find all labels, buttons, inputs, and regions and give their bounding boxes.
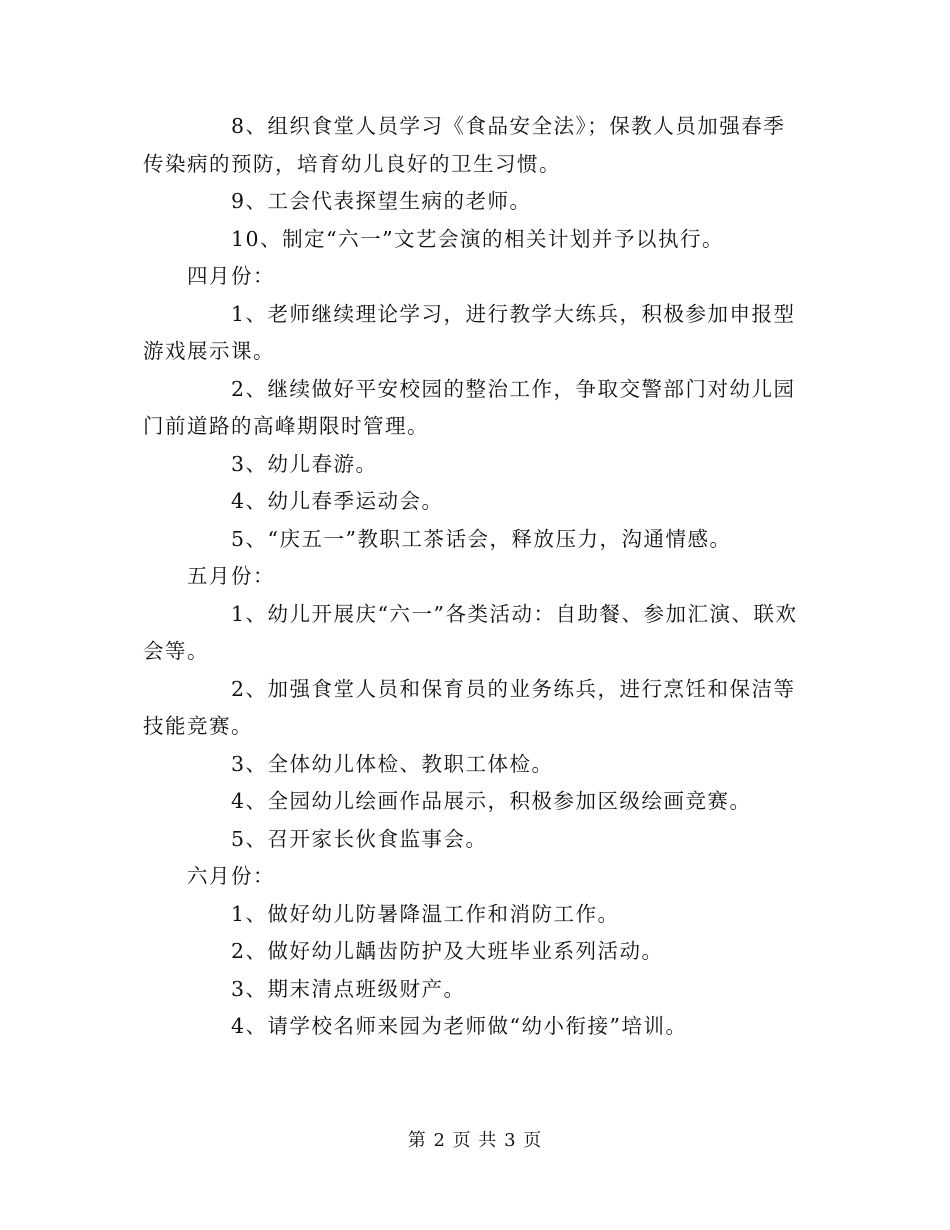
item-number: 9、 — [231, 189, 268, 213]
item-text: 全园幼儿绘画作品展示，积极参加区级绘画竞赛。 — [267, 789, 752, 813]
item-number: 1、 — [231, 301, 268, 326]
item-number: 4、 — [231, 789, 268, 813]
page-footer: 第 2 页 共 3 页 — [407, 1130, 543, 1151]
list-item — [143, 446, 803, 484]
item-text: 做好幼儿防暑降温工作和消防工作。 — [267, 901, 620, 926]
list-item — [143, 671, 803, 746]
item-text: 继续做好平安校园的整治工作，争取交警部门对幼儿园门前道路的高峰期限时管理。 — [143, 376, 796, 438]
list-item — [143, 596, 803, 671]
list-item — [143, 221, 803, 259]
section-heading-april: 四月份： — [187, 264, 275, 288]
list-item — [143, 746, 803, 784]
item-number: 1、 — [231, 601, 268, 626]
item-number: 8、 — [231, 114, 268, 138]
item-number: 2、 — [231, 676, 268, 701]
item-number: 3、 — [231, 751, 268, 776]
item-text: 幼儿春游。 — [267, 451, 378, 476]
item-text: 组织食堂人员学习《食品安全法》；保教人员加强春季传染病的预防，培育幼儿良好的卫生习惯。 — [143, 114, 786, 176]
list-item — [143, 296, 803, 371]
list-item — [143, 933, 803, 971]
item-text: 做好幼儿龋齿防护及大班毕业系列活动。 — [267, 939, 664, 963]
item-text: 加强食堂人员和保育员的业务练兵，进行烹饪和保洁等技能竞赛。 — [143, 676, 796, 738]
list-item — [143, 783, 803, 821]
list-item — [143, 971, 803, 1009]
item-number: 3、 — [231, 451, 268, 476]
list-item — [143, 521, 803, 559]
item-number: 4、 — [231, 489, 268, 513]
section-heading-june: 六月份： — [187, 864, 275, 888]
list-item — [143, 371, 803, 446]
item-text: 期末清点班级财产。 — [267, 976, 466, 1001]
item-text: 幼儿春季运动会。 — [267, 489, 444, 513]
section-heading-may: 五月份： — [187, 564, 275, 588]
item-text: 请学校名师来园为老师做“幼小衔接”培训。 — [267, 1014, 688, 1038]
item-number: 5、 — [231, 526, 268, 551]
item-number: 2、 — [231, 376, 268, 401]
document-body — [143, 108, 803, 1046]
list-item — [143, 483, 803, 521]
list-item — [143, 108, 803, 183]
item-text: 幼儿开展庆“六一”各类活动：自助餐、参加汇演、联欢会等。 — [143, 601, 798, 663]
list-item — [143, 1008, 803, 1046]
item-number: 10、 — [231, 226, 283, 251]
item-text: 制定“六一”文艺会演的相关计划并予以执行。 — [282, 226, 725, 251]
item-number: 1、 — [231, 901, 268, 926]
list-item — [143, 183, 803, 221]
item-number: 3、 — [231, 976, 268, 1001]
list-item — [143, 821, 803, 859]
list-item — [143, 896, 803, 934]
item-text: 老师继续理论学习，进行教学大练兵，积极参加申报型游戏展示课。 — [143, 301, 796, 363]
item-text: 工会代表探望生病的老师。 — [267, 189, 532, 213]
item-text: 全体幼儿体检、教职工体检。 — [267, 751, 554, 776]
item-text: “庆五一”教职工茶话会，释放压力，沟通情感。 — [267, 526, 732, 551]
item-number: 2、 — [231, 939, 268, 963]
item-number: 5、 — [231, 826, 268, 851]
item-number: 4、 — [231, 1014, 268, 1038]
item-text: 召开家长伙食监事会。 — [267, 826, 488, 851]
